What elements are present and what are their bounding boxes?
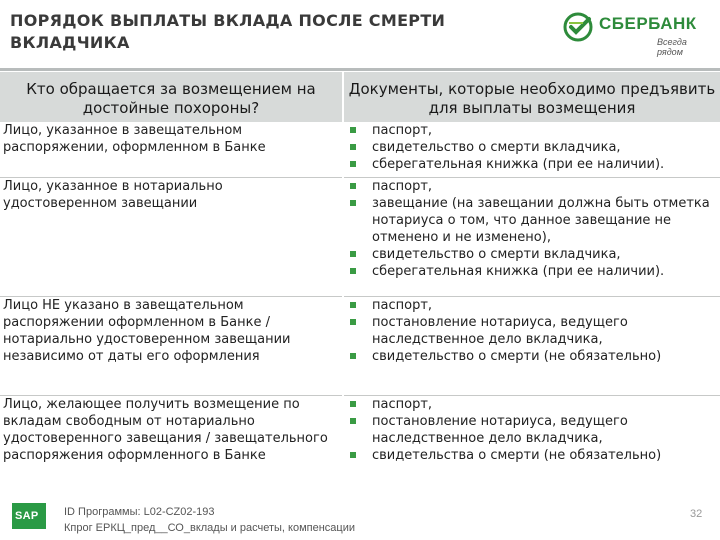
sberbank-logo-icon <box>563 12 593 42</box>
documents-list <box>344 178 720 280</box>
list-item <box>344 246 720 263</box>
documents-cell <box>343 178 720 297</box>
square-bullet-icon <box>350 418 356 424</box>
who-cell: Лицо, указанное в нотариально удостоверенном завещании <box>0 178 343 297</box>
document-text: сберегательная книжка (при ее наличии). <box>372 264 665 279</box>
table-row <box>0 396 720 493</box>
list-item <box>344 413 720 447</box>
square-bullet-icon <box>350 268 356 274</box>
page-title: ПОРЯДОК ВЫПЛАТЫ ВКЛАДА ПОСЛЕ СМЕРТИ ВКЛАДЧИКА <box>10 11 446 52</box>
document-text: свидетельство о смерти вкладчика, <box>372 140 621 155</box>
document-text: паспорт, <box>372 298 433 313</box>
list-item <box>344 263 720 280</box>
document-text: постановление нотариуса, ведущего наследственное дело вкладчика, <box>372 315 628 347</box>
column-header-documents: Документы, которые необходимо предъявить для выплаты возмещения <box>343 72 720 122</box>
table-row <box>0 122 720 178</box>
square-bullet-icon <box>350 251 356 257</box>
column-header-who: Кто обращается за возмещением на достойные похороны? <box>0 72 343 122</box>
documents-cell <box>343 297 720 396</box>
document-text: свидетельство о смерти вкладчика, <box>372 247 621 262</box>
list-item <box>344 396 720 413</box>
square-bullet-icon <box>350 161 356 167</box>
program-ercc: Кпрог ЕРКЦ_пред__СО_вклады и расчеты, компенсации <box>64 522 356 534</box>
document-text: постановление нотариуса, ведущего наследственное дело вкладчика, <box>372 414 628 446</box>
sap-logo-text: SAP <box>15 510 39 522</box>
list-item <box>344 156 720 173</box>
square-bullet-icon <box>350 319 356 325</box>
documents-cell <box>343 122 720 178</box>
documents-list <box>344 396 720 464</box>
who-cell: Лицо, желающее получить возмещение по вкладам свободным от нотариально удостоверенного завещания / завещательного распоряжения оформленного в Банке <box>0 396 343 493</box>
document-text: паспорт, <box>372 179 433 194</box>
table-row <box>0 178 720 297</box>
document-text: завещание (на завещании должна быть отметка нотариуса о том, что данное завещание не отменено и не изменено), <box>372 196 710 245</box>
list-item <box>344 447 720 464</box>
list-item <box>344 314 720 348</box>
list-item <box>344 348 720 365</box>
list-item <box>344 139 720 156</box>
logo-tagline: Всегда рядом <box>657 37 687 57</box>
program-id: ID Программы: L02-CZ02-193 <box>64 506 215 518</box>
who-cell: Лицо НЕ указано в завещательном распоряжении оформленном в Банке /нотариально удостоверенном завещании независимо от даты его оформления <box>0 297 343 396</box>
sberbank-logo <box>563 10 713 57</box>
document-text: свидетельство о смерти (не обязательно) <box>372 349 662 364</box>
square-bullet-icon <box>350 127 356 133</box>
square-bullet-icon <box>350 183 356 189</box>
document-text: паспорт, <box>372 397 433 412</box>
sap-logo <box>12 503 46 529</box>
documents-list <box>344 297 720 365</box>
square-bullet-icon <box>350 200 356 206</box>
documents-cell <box>343 396 720 493</box>
logo-name: СБЕРБАНК <box>599 14 697 33</box>
payout-table <box>0 72 720 492</box>
square-bullet-icon <box>350 452 356 458</box>
square-bullet-icon <box>350 353 356 359</box>
document-text: свидетельства о смерти (не обязательно) <box>372 448 662 463</box>
square-bullet-icon <box>350 144 356 150</box>
list-item <box>344 297 720 314</box>
list-item <box>344 122 720 139</box>
documents-list <box>344 122 720 173</box>
list-item <box>344 195 720 246</box>
list-item <box>344 178 720 195</box>
page-number: 32 <box>690 508 703 520</box>
document-text: сберегательная книжка (при ее наличии). <box>372 157 665 172</box>
header-divider <box>0 68 720 71</box>
document-text: паспорт, <box>372 123 433 138</box>
square-bullet-icon <box>350 302 356 308</box>
square-bullet-icon <box>350 401 356 407</box>
table-row <box>0 297 720 396</box>
who-cell: Лицо, указанное в завещательном распоряжении, оформленном в Банке <box>0 122 343 178</box>
table-header-row <box>0 72 720 122</box>
